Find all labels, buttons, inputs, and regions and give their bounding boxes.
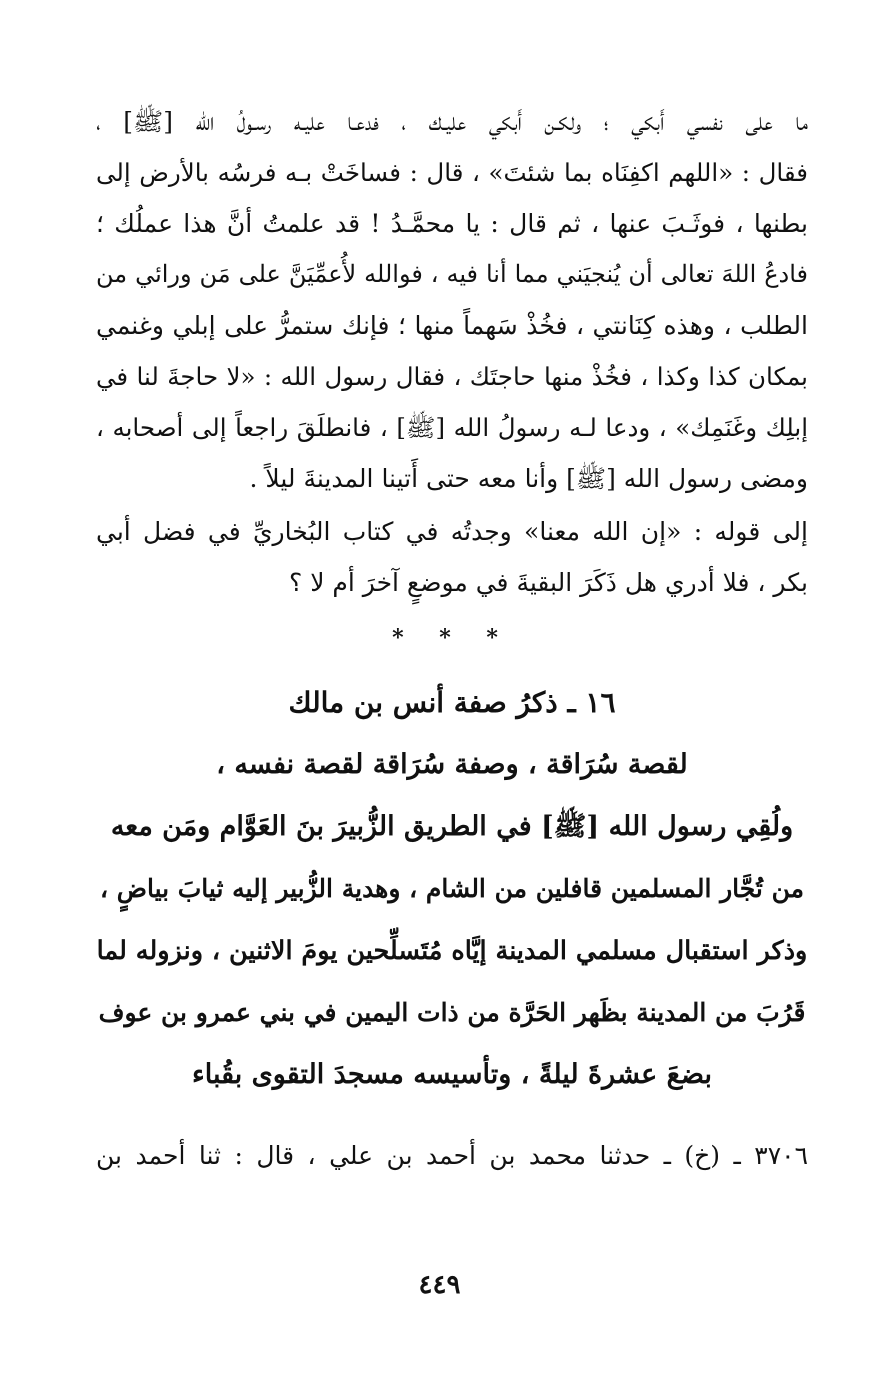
text-line: فادعُ اللهَ تعالى أن يُنجيَني مما أنا فيه ، فوالله لأُعمِّيَنَّ على مَن ورائي من [96, 260, 808, 288]
page-content [96, 96, 808, 1181]
text-line: إبلِك وغَنَمِك» ، ودعا لـه رسولُ الله [ﷺ] ، فانطلَقَ راجعاً إلى أصحابه ، [96, 413, 808, 442]
section-subtitle-line: ولُقِي رسول الله [ﷺ] في الطريق الزُّبيرَ بنَ العَوَّام ومَن معه [110, 811, 794, 842]
text-line: ومضى رسول الله [ﷺ] وأنا معه حتى أَتينا المدينةَ ليلاً . [249, 464, 808, 493]
hadith-opening [96, 1130, 808, 1181]
section-subtitle-line: قَرُبَ من المدينة بظَهر الحَرَّة من ذات اليمين في بني عمرو بن عوف [98, 998, 806, 1027]
text-line: بمكان كذا وكذا ، فخُذْ منها حاجتَك ، فقال رسول الله : «لا حاجةَ لنا في [96, 362, 808, 391]
text-line: بطنها ، فوثَـبَ عنها ، ثم قال : يا محمَّـدُ ! قد علمتُ أنَّ هذا عملُك ؛ [96, 209, 808, 238]
section-heading [96, 672, 808, 1106]
section-title: ١٦ ـ ذكرُ صفة أنس بن مالك [288, 686, 616, 719]
text-line: الطلب ، وهذه كِنَانتي ، فخُذْ سَهماً منها ؛ فإنك ستمرُّ على إبلي وغنمي [96, 311, 808, 340]
section-subtitle-line: وذكر استقبال مسلمي المدينة إيَّاه مُتَسلِّحين يومَ الاثنين ، ونزوله لما [96, 936, 808, 966]
section-subtitle-line: بضعَ عشرةَ ليلةً ، وتأسيسه مسجدَ التقوى بقُباء [192, 1059, 712, 1090]
section-subtitle-line: لقصة سُرَاقة ، وصفة سُرَاقة لقصة نفسه ، [216, 749, 688, 780]
text-line: فقال : «اللهم اكفِنَاه بما شئتَ» ، قال : فساخَتْ بـه فرسُه بالأرض إلى [96, 158, 808, 187]
text-line: ما على نفسي أَبكي ؛ ولكـن أَبكي عليـك ، فدعـا عليـه رسـولُ الله [ﷺ] ، [96, 107, 808, 136]
hadith-isnad-line: ٣٧٠٦ ـ (خ) ـ حدثنا محمد بن أحمد بن علي ، قال : ثنا أحمد بن [96, 1141, 808, 1170]
text-line: بكر ، فلا أدري هل ذَكَرَ البقيةَ في موضعٍ آخرَ أم لا ؟ [289, 568, 808, 597]
section-subtitle-line: من تُجَّار المسلمين قافلين من الشام ، وهدية الزُّبير إليه ثيابَ بياضٍ ، [99, 874, 805, 903]
paragraph-sahih-narration [96, 96, 808, 504]
text-line: إلى قوله : «إن الله معنا» وجدتُه في كتاب البُخاريِّ في فضل أبي [96, 517, 808, 546]
page-number: ٤٤٩ [418, 1270, 461, 1300]
section-separator: * * * [392, 625, 512, 651]
paragraph-author-note [96, 506, 808, 608]
